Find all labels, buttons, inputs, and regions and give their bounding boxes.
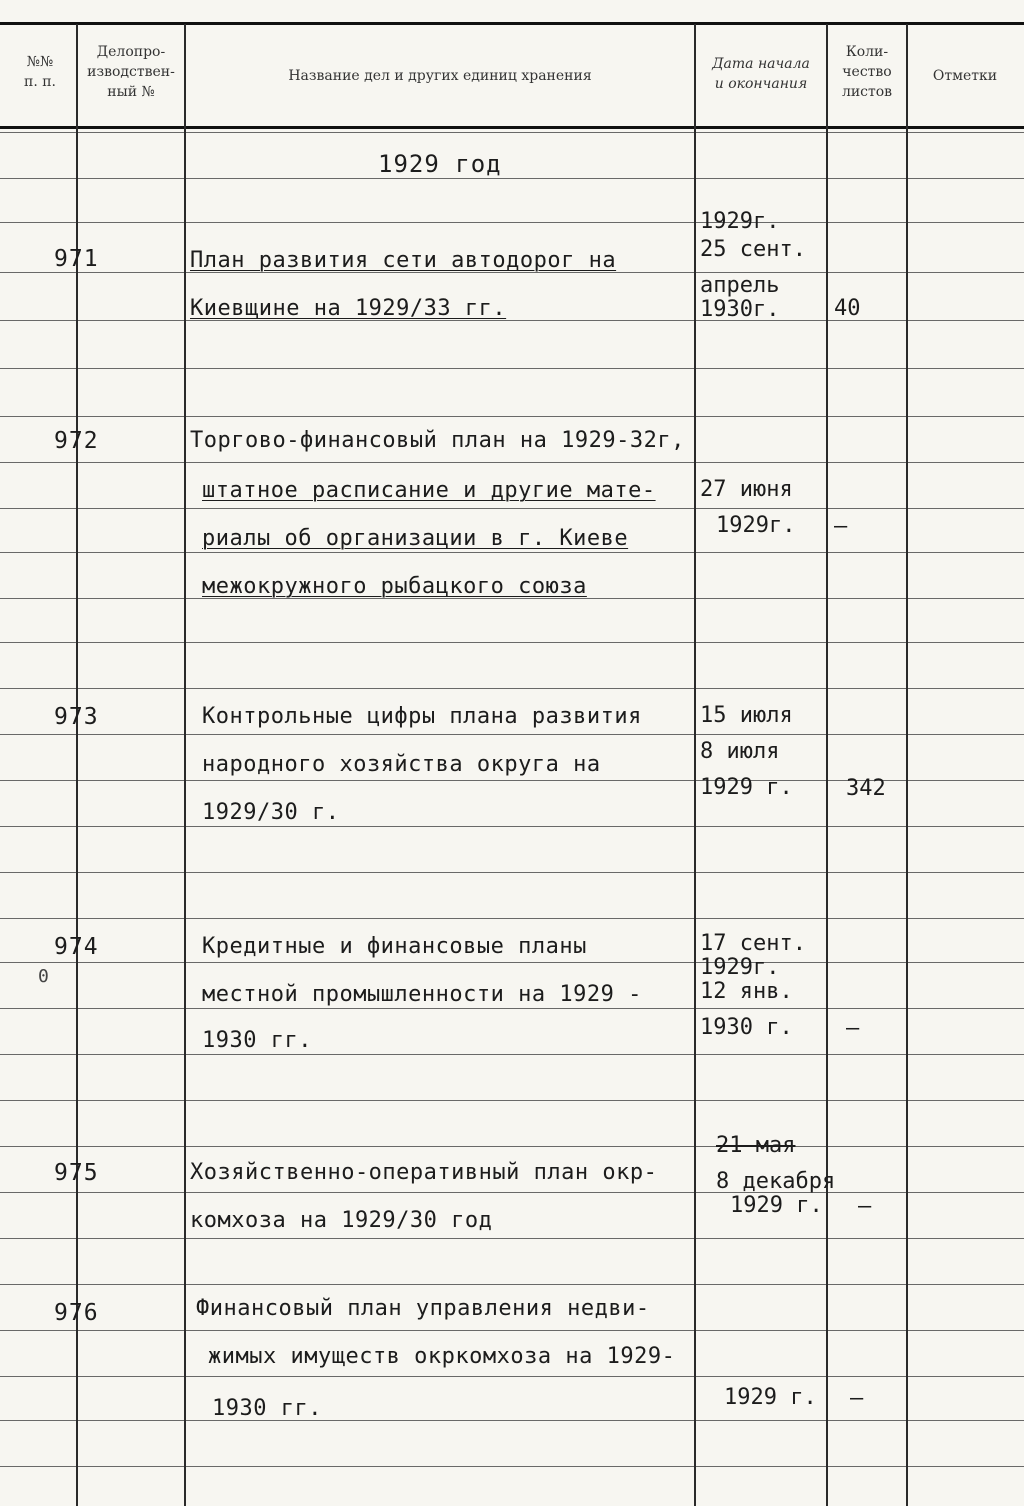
- rule: [0, 826, 1024, 827]
- record-title-line: 1929/30 г.: [202, 800, 340, 825]
- record-title-line: План развития сети автодорог на: [190, 248, 617, 273]
- record-date-line: 1929 г.: [724, 1385, 817, 1410]
- column-divider: [694, 24, 696, 1506]
- record-title-line: 1930 гг.: [212, 1396, 322, 1421]
- header-text: изводствен-: [87, 64, 175, 80]
- record-title-line: жимых имуществ окркомхоза на 1929-: [208, 1344, 676, 1369]
- record-date-line: 17 сент.: [700, 931, 806, 956]
- header-bottom-border: [0, 126, 1024, 129]
- record-date-line: 1929 г.: [730, 1193, 823, 1218]
- rule: [0, 416, 1024, 417]
- record-date-line: 1930г.: [700, 297, 780, 322]
- record-date-line: 1930 г.: [700, 1015, 793, 1040]
- record-title-line: риалы об организации в г. Киеве: [202, 526, 629, 551]
- header-dates: [698, 54, 824, 94]
- header-office-number: [80, 42, 182, 102]
- rule: [0, 734, 1024, 735]
- header-text: и окончания: [714, 76, 808, 92]
- rule: [0, 962, 1024, 963]
- record-title-line: народного хозяйства округа на: [202, 752, 601, 777]
- rule: [0, 642, 1024, 643]
- stray-mark: 0: [38, 966, 49, 987]
- rule: [0, 1376, 1024, 1377]
- header-text: Отметки: [932, 68, 998, 84]
- record-date-line: 15 июля: [700, 703, 793, 728]
- rule: [0, 1284, 1024, 1285]
- record-date-line: 21 мая: [716, 1133, 796, 1158]
- record-date-line: 8 декабря: [716, 1169, 836, 1194]
- record-title-line: комхоза на 1929/30 год: [190, 1208, 493, 1233]
- record-sheets: –: [846, 1016, 860, 1041]
- rule: [0, 872, 1024, 873]
- record-number: 973: [54, 704, 99, 730]
- record-title-line: Кредитные и финансовые планы: [202, 934, 587, 959]
- header-text: ный №: [107, 84, 155, 100]
- record-title-line: 1930 гг.: [202, 1028, 312, 1053]
- record-title-line: Финансовый план управления недви-: [196, 1296, 650, 1321]
- rule: [0, 1466, 1024, 1467]
- rule: [0, 462, 1024, 463]
- record-number: 976: [54, 1300, 99, 1326]
- rule: [0, 508, 1024, 509]
- record-title-line: Хозяйственно-оперативный план окр-: [190, 1160, 658, 1185]
- record-date-line: 1929г.: [700, 955, 780, 980]
- header-text: №№: [26, 54, 54, 70]
- record-number: 975: [54, 1160, 99, 1186]
- column-divider: [184, 24, 186, 1506]
- rule: [0, 1008, 1024, 1009]
- header-text: листов: [841, 84, 893, 100]
- rule: [0, 1330, 1024, 1331]
- record-date-line: 25 сент.: [700, 237, 806, 262]
- rule: [0, 320, 1024, 321]
- record-number: 974: [54, 934, 99, 960]
- rule: [0, 918, 1024, 919]
- rule: [0, 1238, 1024, 1239]
- record-title-line: Киевщине на 1929/33 гг.: [190, 296, 507, 321]
- record-number: 972: [54, 428, 99, 454]
- record-date-line: 8 июля: [700, 739, 780, 764]
- rule: [0, 1100, 1024, 1101]
- record-title-line: межокружного рыбацкого союза: [202, 574, 587, 599]
- record-date-line: 1929г.: [700, 209, 780, 234]
- header-text: Дата начала: [712, 56, 810, 72]
- header-text: п. п.: [23, 74, 56, 90]
- header-text: чество: [842, 64, 892, 80]
- rule: [0, 552, 1024, 553]
- header-text: Делопро-: [96, 44, 166, 60]
- header-number: [6, 52, 74, 92]
- year-heading: 1929 год: [378, 150, 502, 178]
- record-sheets: 40: [834, 296, 861, 321]
- rule: [0, 132, 1024, 133]
- record-date-line: 12 янв.: [700, 979, 793, 1004]
- record-number: 971: [54, 246, 99, 272]
- record-title-line: штатное расписание и другие мате-: [202, 478, 656, 503]
- record-date-line: 1929 г.: [700, 775, 793, 800]
- column-divider: [826, 24, 828, 1506]
- rule: [0, 222, 1024, 223]
- record-title-line: Торгово-финансовый план на 1929-32г,: [190, 428, 685, 453]
- header-text: Коли-: [845, 44, 889, 60]
- record-date-line: 27 июня: [700, 477, 793, 502]
- rule: [0, 1054, 1024, 1055]
- top-border: [0, 22, 1024, 25]
- rule: [0, 688, 1024, 689]
- record-title-line: Контрольные цифры плана развития: [202, 704, 642, 729]
- rule: [0, 368, 1024, 369]
- header-sheets: [830, 42, 904, 102]
- record-title-line: местной промышленности на 1929 -: [202, 982, 642, 1007]
- record-date-line: 1929г.: [716, 513, 796, 538]
- header-text: Название дел и других единиц хранения: [288, 68, 592, 84]
- header-title: [188, 66, 692, 86]
- record-sheets: –: [850, 1386, 864, 1411]
- record-date-line: апрель: [700, 273, 780, 298]
- record-sheets: –: [834, 514, 848, 539]
- rule: [0, 178, 1024, 179]
- rule: [0, 1146, 1024, 1147]
- rule: [0, 1192, 1024, 1193]
- header-notes: [910, 66, 1020, 86]
- rule: [0, 1420, 1024, 1421]
- record-sheets: 342: [846, 776, 886, 801]
- record-sheets: –: [858, 1194, 872, 1219]
- column-divider: [906, 24, 908, 1506]
